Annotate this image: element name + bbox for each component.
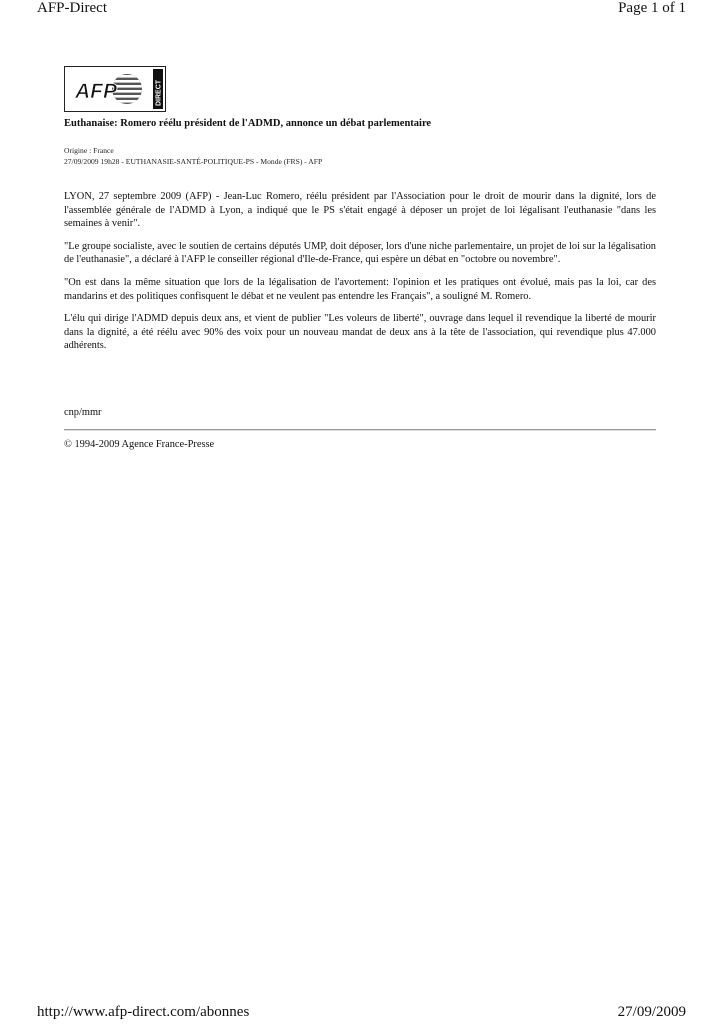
direct-logo-text: DIRECT — [155, 79, 163, 106]
afp-logo-text: AFP — [75, 80, 117, 103]
article-paragraph: "Le groupe socialiste, avec le soutien de certains députés UMP, doit déposer, lors d'une niche parlementaire, un projet de loi sur la légalisation de l'euthanasie", a déclaré à l'AFP le conseiller régional d'Ile-de-France, qui espère un débat en "octobre ou novembre". — [64, 240, 656, 266]
article-origin: Origine : France — [64, 146, 114, 155]
afp-direct-logo — [64, 66, 166, 112]
article-meta — [64, 145, 664, 167]
print-header-title: AFP-Direct — [37, 0, 107, 16]
copyright-notice: © 1994-2009 Agence France-Presse — [64, 439, 215, 450]
divider — [64, 429, 656, 431]
article-paragraph: "On est dans la même situation que lors de la légalisation de l'avortement: l'opinion et les pratiques ont évolué, mais pas la loi, car des mandarins et des politiques confisquent le débat et ne veulent pas entendre les Français", a souligné M. Romero. — [64, 276, 656, 302]
article-signoff: cnp/mmr — [64, 407, 102, 418]
print-footer-url: http://www.afp-direct.com/abonnes — [37, 1004, 250, 1020]
article-paragraph: LYON, 27 septembre 2009 (AFP) - Jean-Luc Romero, réélu président par l'Association pour le droit de mourir dans la dignité, lors de l'assemblée générale de l'ADMD à Lyon, a indiqué que le PS s'était engagé à déposer un projet de loi légalisant l'euthanasie "dans les semaines à venir". — [64, 191, 656, 230]
article-paragraph: L'élu qui dirige l'ADMD depuis deux ans, et vient de publier "Les voleurs de liberté", ouvrage dans lequel il revendique la liberté de mourir dans la dignité, a été réélu avec 90% des voix pour un nouveau mandat de deux ans à la tête de l'association, qui revendique plus 47.000 adhérents. — [64, 313, 656, 352]
print-footer-date: 27/09/2009 — [617, 1004, 686, 1020]
print-header-page-number: Page 1 of 1 — [618, 0, 686, 16]
article-dateline-meta: 27/09/2009 19h28 - EUTHANASIE-SANTÉ-POLITIQUE-PS - Monde (FRS) - AFP — [64, 157, 323, 166]
article-body — [64, 190, 656, 362]
article-title: Euthanaise: Romero réélu président de l'ADMD, annonce un débat parlementaire — [64, 118, 432, 129]
afp-logo-graphic — [65, 67, 165, 111]
